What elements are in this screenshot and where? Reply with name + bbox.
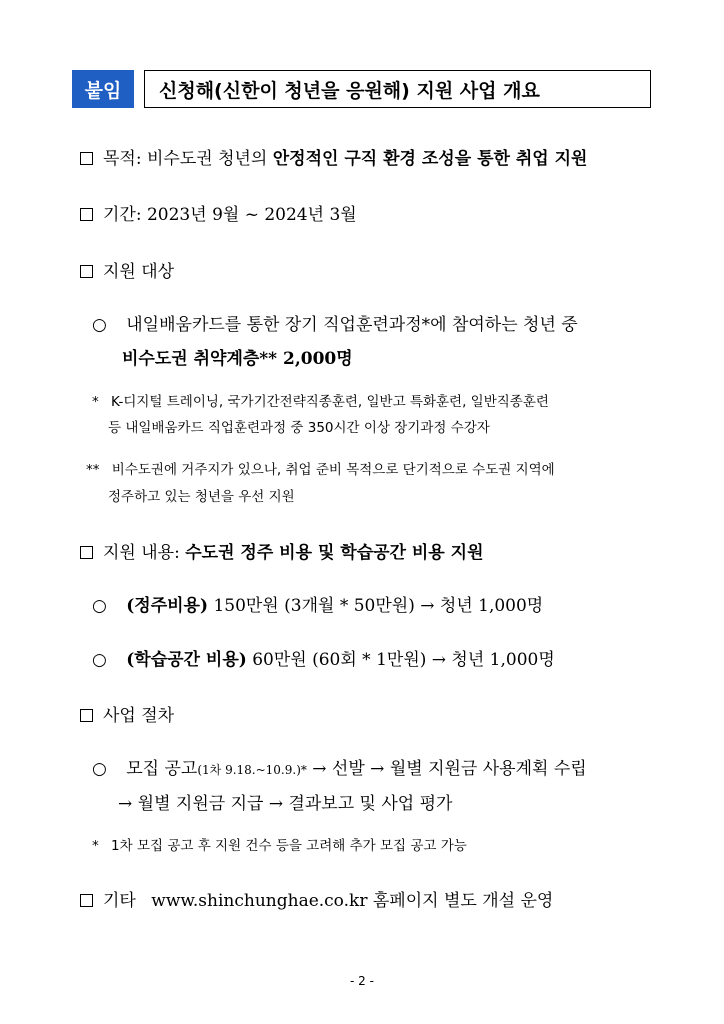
section-etc — [80, 886, 553, 911]
content-item1 — [92, 591, 543, 616]
checkbox-square-icon — [80, 894, 93, 907]
target-line2: 비수도권 취약계층** 2,000명 — [122, 349, 353, 369]
procedure-line2: → 월별 지원금 지급 → 결과보고 및 사업 평가 — [118, 794, 453, 814]
content-item2-a: (학습공간 비용) — [126, 650, 247, 670]
target-note2-line1 — [86, 458, 555, 478]
circle-bullet-icon: ○ — [92, 315, 107, 335]
circle-bullet-icon: ○ — [92, 596, 107, 616]
purpose-text-a: 비수도권 청년의 — [146, 149, 268, 169]
content-label: 지원 내용: — [103, 543, 180, 563]
section-purpose — [80, 144, 587, 169]
checkbox-square-icon — [80, 709, 93, 722]
target-note1-line2: 등 내일배움카드 직업훈련과정 중 350시간 이상 장기과정 수강자 — [108, 420, 490, 436]
content-item1-b: 150만원 (3개월 * 50만원) → 청년 1,000명 — [213, 596, 544, 616]
checkbox-square-icon — [80, 208, 93, 221]
document-title: 신청해(신한이 청년을 응원해) 지원 사업 개요 — [144, 70, 651, 108]
procedure-note-text: 1차 모집 공고 후 지원 건수 등을 고려해 추가 모집 공고 가능 — [111, 838, 467, 854]
attachment-tag: 붙임 — [72, 70, 134, 108]
note1-text-line1: K-디지털 트레이닝, 국가기간전략직종훈련, 일반고 특화훈련, 일반직종훈련 — [111, 394, 549, 410]
circle-bullet-icon: ○ — [92, 650, 107, 670]
procedure-label: 사업 절차 — [103, 706, 175, 726]
procedure-line1-b: → 선발 → 월별 지원금 사용계획 수립 — [312, 759, 587, 779]
procedure-line1 — [92, 754, 587, 779]
checkbox-square-icon — [80, 152, 93, 165]
period-label: 기간: — [103, 205, 142, 225]
target-note2-line2: 정주하고 있는 청년을 우선 지원 — [108, 489, 295, 505]
content-item2 — [92, 645, 555, 670]
circle-bullet-icon: ○ — [92, 759, 107, 779]
note-asterisk: * — [92, 838, 99, 854]
section-period — [80, 200, 357, 225]
target-label: 지원 대상 — [103, 262, 175, 282]
checkbox-square-icon — [80, 546, 93, 559]
procedure-note — [92, 834, 467, 854]
purpose-text-b: 안정적인 구직 환경 조성을 통한 취업 지원 — [272, 149, 588, 169]
note-asterisk: * — [92, 394, 99, 410]
note-double-asterisk: ** — [86, 462, 100, 478]
purpose-label: 목적: — [103, 149, 142, 169]
procedure-line1-a: 모집 공고 — [126, 759, 198, 779]
checkbox-square-icon — [80, 265, 93, 278]
etc-text: 홈페이지 별도 개설 운영 — [372, 891, 554, 911]
target-note1-line1 — [92, 390, 549, 410]
period-text: 2023년 9월 ~ 2024년 3월 — [146, 205, 357, 225]
content-item2-b: 60만원 (60회 * 1만원) → 청년 1,000명 — [252, 650, 555, 670]
section-procedure — [80, 701, 174, 726]
etc-label: 기타 — [103, 891, 136, 911]
procedure-line1-small: (1차 9.18.~10.9.)* — [197, 763, 307, 777]
target-bullet-line1 — [92, 310, 578, 335]
content-text: 수도권 정주 비용 및 학습공간 비용 지원 — [185, 543, 484, 563]
target-line1: 내일배움카드를 통한 장기 직업훈련과정*에 참여하는 청년 중 — [126, 315, 578, 335]
page-number: - 2 - — [350, 974, 374, 988]
section-target — [80, 257, 174, 282]
content-item1-a: (정주비용) — [126, 596, 209, 616]
etc-url: www.shinchunghae.co.kr — [151, 891, 368, 911]
note2-text-line1: 비수도권에 거주지가 있으나, 취업 준비 목적으로 단기적으로 수도권 지역에 — [111, 462, 555, 478]
section-content — [80, 538, 484, 563]
